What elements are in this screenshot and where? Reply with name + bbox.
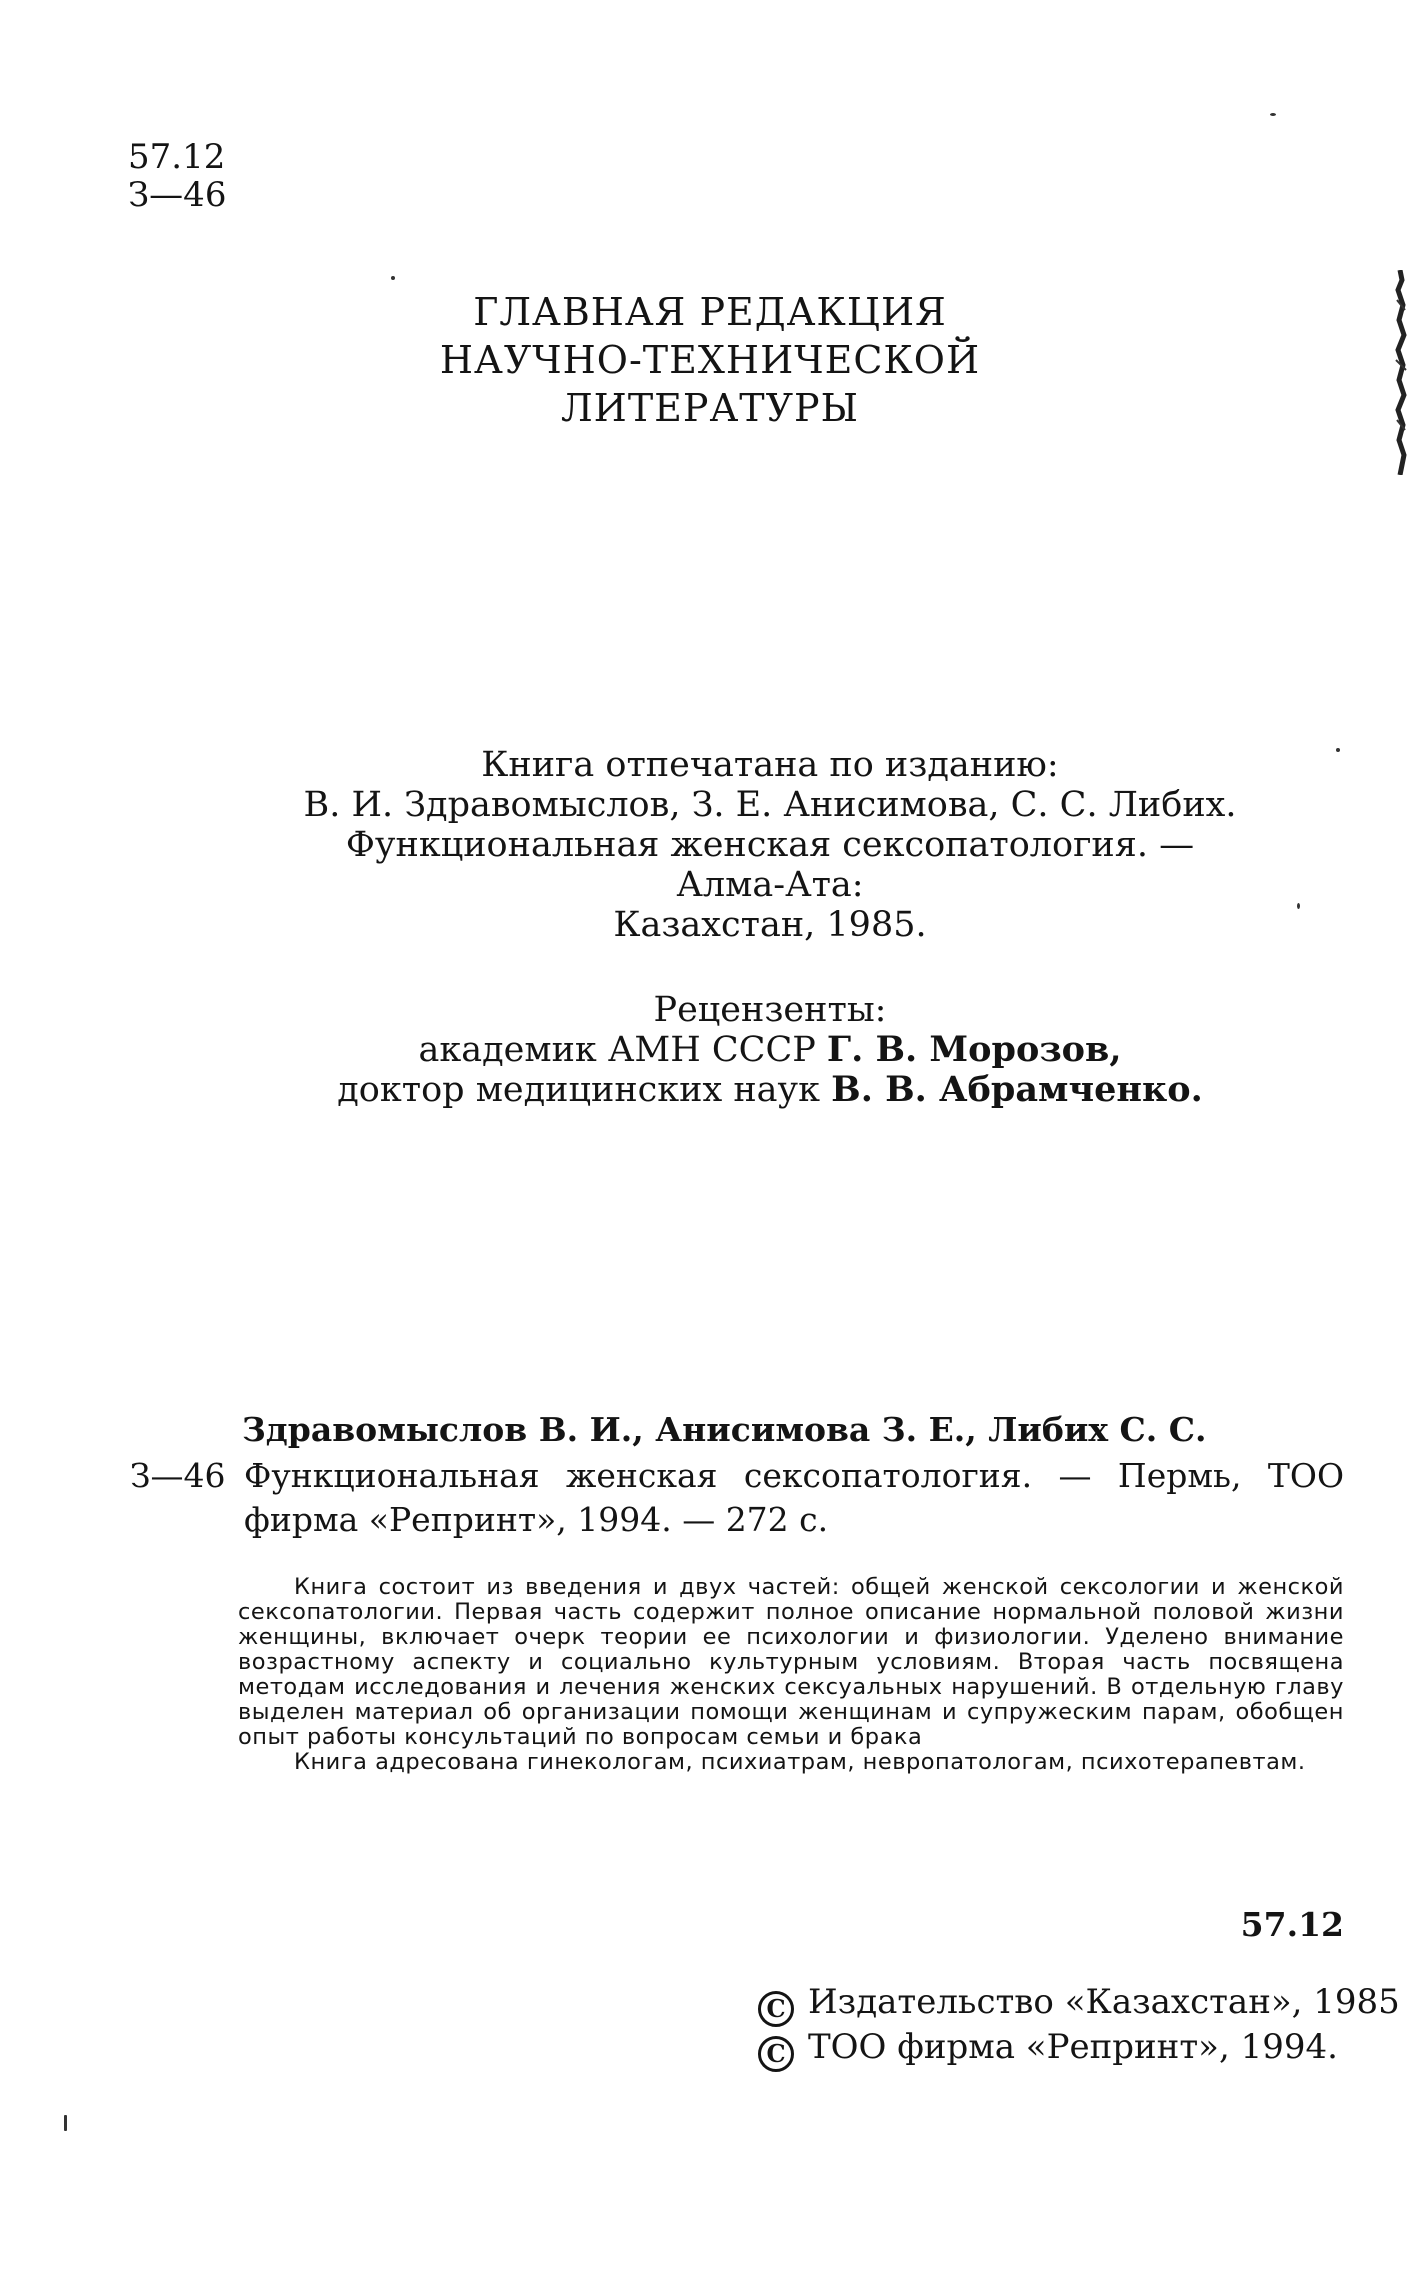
reviewer-1-title: академик АМН СССР [418,1030,827,1070]
classification-index-right: 57.12 [1240,1905,1344,1944]
reviewer-2-name: В. В. Абрамченко. [831,1069,1203,1110]
annotation-paragraph-1: Книга состоит из введения и двух частей: общей женской сексологии и женской сексопатологии. Первая часть содержит полное описание нормальной половой жизни женщины, включает очерк теории ее психологии и физиологии. Уделено внимание возрастному аспекту и социально культурным условиям. Вторая часть посвящена методам исследования и лечения женских сексуальных нарушений. В отдельную главу выделен материал об организации помощи женщинам и супружеским парам, обобщен опыт работы консультаций по вопросам семьи и брака [238,1574,1344,1750]
scan-speck [64,2115,67,2131]
classification-index: 57.12 [128,137,226,177]
reviewer-1 [300,1030,1240,1070]
scan-speck [1297,903,1300,909]
scan-speck [391,276,395,280]
bibliography-title-line-1: Функциональная женская сексопатология. — Пермь, ТОО [244,1456,1344,1495]
publisher-line-1: ГЛАВНАЯ РЕДАКЦИЯ [473,290,947,334]
printed-from-line-3: Функциональная женская сексопатология. — Алма-Ата: [345,825,1195,905]
bibliography-authors: Здравомыслов В. И., Анисимова З. Е., Либих С. С. [242,1410,1207,1449]
bibliography-title-line-2: фирма «Репринт», 1994. — 272 с. [244,1500,829,1539]
reviewer-2 [300,1070,1240,1110]
copyright-text-2: ТОО фирма «Репринт», 1994. [808,2027,1338,2067]
copyright-line-2 [758,2027,1400,2072]
reviewers-heading: Рецензенты: [653,990,887,1030]
printed-from-line-2: В. И. Здравомыслов, З. Е. Анисимова, С. С. Либих. [303,785,1237,825]
scan-speck [1270,113,1276,116]
classification-code [128,138,226,214]
copyrights-block [758,1982,1400,2072]
bibliography-code: З—46 [130,1456,226,1495]
author-mark: З—46 [128,175,227,215]
publisher-heading [300,288,1120,432]
scan-speck [1336,748,1340,752]
reviewer-1-name: Г. В. Морозов, [826,1029,1122,1070]
publisher-line-2: НАУЧНО-ТЕХНИЧЕСКОЙ ЛИТЕРАТУРЫ [439,338,981,430]
reviewers-block [300,990,1240,1110]
reviewer-2-title: доктор медицинских наук [337,1070,832,1110]
annotation-paragraph-2: Книга адресована гинекологам, психиатрам, невропатологам, психотерапевтам. [294,1749,1306,1775]
printed-from-line-1: Книга отпечатана по изданию: [481,745,1059,785]
scan-edge-artifact [1394,270,1408,475]
copyright-icon [758,2036,794,2072]
printed-from-block [300,745,1240,945]
copyright-line-1 [758,1982,1400,2027]
printed-from-line-4: Казахстан, 1985. [613,905,927,945]
annotation [238,1575,1344,1775]
copyright-text-1: Издательство «Казахстан», 1985 [808,1982,1400,2022]
copyright-icon [758,1991,794,2027]
